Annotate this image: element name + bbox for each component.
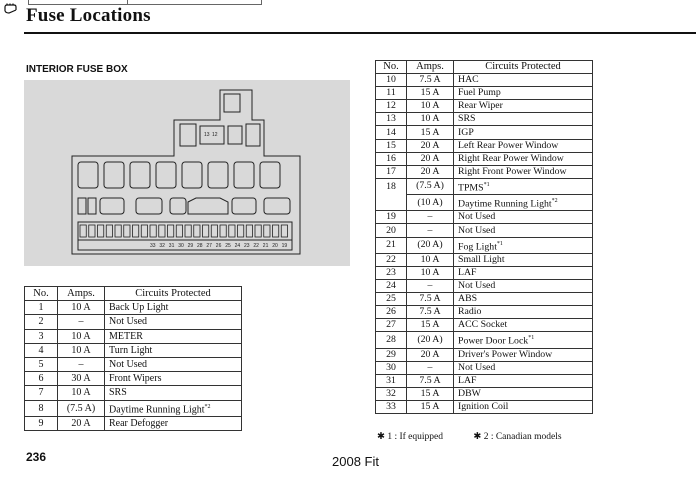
fuse-number: 18 <box>376 178 407 194</box>
fuse-number: 13 <box>376 113 407 126</box>
fuse-circuit <box>454 195 593 211</box>
fuse-position-label: 29 <box>187 243 194 249</box>
connector <box>188 198 228 214</box>
fuse-amps: (20 A) <box>407 332 454 348</box>
mini-fuse <box>211 225 217 237</box>
circuit-label: SRS <box>109 387 127 399</box>
fuse-number: 25 <box>376 293 407 306</box>
mini-fuse <box>89 225 95 237</box>
circuit-label: Fuel Pump <box>458 87 501 99</box>
label-strip <box>78 240 292 250</box>
table-row <box>25 400 242 416</box>
table-row <box>376 237 593 253</box>
fuse-position-label: 19 <box>281 243 288 249</box>
fuse-circuit <box>454 178 593 194</box>
header-circuits: Circuits Protected <box>105 287 242 301</box>
mini-fuse <box>203 225 209 237</box>
fuse-slot <box>228 126 242 144</box>
table-row <box>376 293 593 306</box>
fuse-position-label: 32 <box>159 243 165 249</box>
circuit-label: HAC <box>458 74 479 86</box>
mini-fuse <box>238 225 244 237</box>
table-row <box>376 319 593 332</box>
fuse-number: 32 <box>376 387 407 400</box>
circuit-label: Back Up Light <box>109 302 169 314</box>
fuse-circuit <box>454 401 593 414</box>
fuse-position-label: 28 <box>197 243 203 249</box>
fuse-slot <box>264 198 290 214</box>
fuse-slot <box>246 124 260 146</box>
fuse-number: 3 <box>25 329 58 343</box>
fuse-slot <box>156 162 176 188</box>
fuse-amps: (7.5 A) <box>58 400 105 416</box>
fuse-circuit <box>454 361 593 374</box>
fuse-amps: 10 A <box>407 113 454 126</box>
footnote-marker: *1 <box>483 181 490 188</box>
fuse-number: 8 <box>25 400 58 416</box>
mini-fuse <box>185 225 191 237</box>
circuit-label: Not Used <box>458 211 496 223</box>
fuse-amps: (20 A) <box>407 237 454 253</box>
fuse-table-left <box>24 286 242 431</box>
title-rule <box>24 32 696 34</box>
fuse-circuit <box>454 165 593 178</box>
table-row <box>25 386 242 400</box>
fuse-position-label: 31 <box>168 243 175 249</box>
table-header-row <box>25 287 242 301</box>
fuse-slot <box>224 94 240 112</box>
fuse-circuit <box>454 293 593 306</box>
header-circuits: Circuits Protected <box>454 61 593 74</box>
fuse-circuit <box>105 343 242 357</box>
fuse-amps: 20 A <box>407 348 454 361</box>
mini-fuse <box>176 225 182 237</box>
footnote-marker: *1 <box>496 240 503 247</box>
mini-fuse <box>150 225 156 237</box>
table-row <box>376 113 593 126</box>
page-number: 236 <box>26 450 47 464</box>
fuse-circuit <box>105 301 242 315</box>
fuse-circuit <box>454 253 593 266</box>
fuse-number: 17 <box>376 165 407 178</box>
table-row <box>376 195 593 211</box>
fuse-amps: 7.5 A <box>407 293 454 306</box>
fuse-circuit <box>454 374 593 387</box>
circuit-label: Rear Wiper <box>458 100 503 112</box>
mini-fuse <box>220 225 226 237</box>
circuit-label: Ignition Coil <box>458 401 509 413</box>
fuse-slot <box>232 198 256 214</box>
header-amps: Amps. <box>407 61 454 74</box>
page-title: Fuse Locations <box>26 5 151 26</box>
fuse-amps: – <box>407 280 454 293</box>
fuse-amps: 10 A <box>407 266 454 279</box>
fuse-slot <box>182 162 202 188</box>
fuse-amps: 7.5 A <box>407 74 454 87</box>
table-row <box>376 387 593 400</box>
table-row <box>376 126 593 139</box>
fuse-circuit <box>105 315 242 329</box>
table-row <box>376 87 593 100</box>
header-no: No. <box>25 287 58 301</box>
fuse-number: 6 <box>25 372 58 386</box>
fuse-position-label: 21 <box>262 243 269 249</box>
circuit-label: METER <box>109 330 143 342</box>
circuit-label: IGP <box>458 126 474 138</box>
fuse-circuit <box>454 74 593 87</box>
fuse-position-label: 20 <box>272 243 278 249</box>
circuit-label: Left Rear Power Window <box>458 139 559 151</box>
fuse-number: 10 <box>376 74 407 87</box>
fuse-amps: – <box>407 211 454 224</box>
footnote-marker: *2 <box>551 198 558 205</box>
fuse-amps: 30 A <box>58 372 105 386</box>
circuit-label: DBW <box>458 387 481 399</box>
fuse-number: 30 <box>376 361 407 374</box>
table-row <box>376 74 593 87</box>
circuit-label: ACC Socket <box>458 319 508 331</box>
fuse-amps: 10 A <box>58 329 105 343</box>
fuse-circuit <box>454 100 593 113</box>
mini-fuse <box>141 225 147 237</box>
fuse-amps: 10 A <box>58 386 105 400</box>
fuse-slot <box>130 162 150 188</box>
fuse-amps: 15 A <box>407 387 454 400</box>
table-row <box>376 332 593 348</box>
fuse-circuit <box>454 152 593 165</box>
fuse-circuit <box>105 372 242 386</box>
fuse-circuit <box>454 237 593 253</box>
footnote-1: ✱ 1 : If equipped <box>377 432 443 442</box>
table-row <box>376 211 593 224</box>
circuit-label: Rear Defogger <box>109 417 169 429</box>
fuse-number: 27 <box>376 319 407 332</box>
fuse-slot <box>208 162 228 188</box>
fuse-number: 5 <box>25 357 58 371</box>
fuse-slot <box>136 198 162 214</box>
fuse-slot <box>78 198 86 214</box>
footnote-marker: *1 <box>528 335 535 342</box>
fuse-number: 22 <box>376 253 407 266</box>
mini-fuse <box>168 225 174 237</box>
fuse-amps: – <box>407 361 454 374</box>
circuit-label: Fog Light <box>458 240 497 252</box>
fuse-amps: – <box>58 357 105 371</box>
fuse-amps: 15 A <box>407 87 454 100</box>
fuse-position-label: 24 <box>234 243 241 249</box>
fuse-position-label: 27 <box>206 243 212 249</box>
fuse-slot <box>170 198 186 214</box>
fuse-number: 23 <box>376 266 407 279</box>
table-row <box>376 401 593 414</box>
mini-fuse <box>229 225 235 237</box>
table-row <box>25 372 242 386</box>
fuse-number: 21 <box>376 237 407 253</box>
mini-fuse <box>281 225 287 237</box>
fuse-table-right <box>375 60 593 414</box>
table-row <box>376 224 593 237</box>
fuse-position-label: 33 <box>150 243 156 249</box>
footnotes <box>377 431 590 442</box>
header-amps: Amps. <box>58 287 105 301</box>
fuse-number: 26 <box>376 306 407 319</box>
mini-fuse <box>124 225 130 237</box>
circuit-label: SRS <box>458 113 476 125</box>
fuse-circuit <box>454 332 593 348</box>
fuse-number: 11 <box>376 87 407 100</box>
fuse-slot <box>260 162 280 188</box>
circuit-label: ABS <box>458 293 478 305</box>
fuse-circuit <box>454 126 593 139</box>
fuse-number: 1 <box>25 301 58 315</box>
fuse-circuit <box>105 416 242 430</box>
fuse-circuit <box>454 113 593 126</box>
fuse-position-label: 22 <box>253 243 259 249</box>
fuse-slot <box>88 198 96 214</box>
fuse-amps: 20 A <box>58 416 105 430</box>
table-row <box>25 357 242 371</box>
table-row <box>376 253 593 266</box>
fuse-circuit <box>105 329 242 343</box>
table-row <box>376 152 593 165</box>
footer-model: 2008 Fit <box>332 454 379 469</box>
fuse-slot <box>78 162 98 188</box>
mini-fuse <box>98 225 104 237</box>
circuit-label: Turn Light <box>109 344 153 356</box>
fuse-position-label: 12 <box>212 132 218 138</box>
circuit-label: Daytime Running Light <box>458 198 552 210</box>
footnote-2: ✱ 2 : Canadian models <box>473 432 562 442</box>
table-row <box>25 416 242 430</box>
fuse-amps: – <box>407 224 454 237</box>
table-row <box>25 315 242 329</box>
circuit-label: LAF <box>458 374 477 386</box>
fuse-amps: 10 A <box>407 100 454 113</box>
table-row <box>25 329 242 343</box>
table-row <box>25 301 242 315</box>
fuse-number: 15 <box>376 139 407 152</box>
mini-fuse <box>80 225 86 237</box>
fuse-slot <box>104 162 124 188</box>
circuit-label: Small Light <box>458 253 505 265</box>
fuse-amps: 10 A <box>58 343 105 357</box>
fuse-circuit <box>105 357 242 371</box>
fuse-number: 33 <box>376 401 407 414</box>
table-header-row <box>376 61 593 74</box>
table-row <box>376 100 593 113</box>
circuit-label: Radio <box>458 306 482 318</box>
fuse-amps: 10 A <box>58 301 105 315</box>
fuse-position-label: 30 <box>178 243 184 249</box>
fuse-number: 12 <box>376 100 407 113</box>
fuse-amps: 15 A <box>407 401 454 414</box>
mini-fuse <box>106 225 112 237</box>
fuse-number: 16 <box>376 152 407 165</box>
table-row <box>376 374 593 387</box>
circuit-label: LAF <box>458 266 477 278</box>
fuse-slot <box>180 124 196 146</box>
circuit-label: Right Rear Power Window <box>458 152 564 164</box>
circuit-label: Power Door Lock <box>458 335 529 347</box>
fuse-amps: 7.5 A <box>407 374 454 387</box>
fuse-amps: 15 A <box>407 319 454 332</box>
fuse-number: 19 <box>376 211 407 224</box>
fuse-slot <box>234 162 254 188</box>
fuse-position-label: 25 <box>225 243 231 249</box>
table-row <box>376 348 593 361</box>
circuit-label: Front Wipers <box>109 373 162 385</box>
hand-pointer-icon <box>2 2 20 20</box>
fuse-amps: (7.5 A) <box>407 178 454 194</box>
fuse-amps: 20 A <box>407 152 454 165</box>
fuse-amps: (10 A) <box>407 195 454 211</box>
fuse-number <box>376 195 407 211</box>
fuse-number: 29 <box>376 348 407 361</box>
fuse-amps: 20 A <box>407 165 454 178</box>
fuse-circuit <box>454 139 593 152</box>
fuse-circuit <box>454 306 593 319</box>
fuse-circuit <box>454 224 593 237</box>
circuit-label: Driver's Power Window <box>458 348 553 360</box>
fuse-number: 24 <box>376 280 407 293</box>
mini-fuse <box>194 225 200 237</box>
mini-fuse <box>133 225 139 237</box>
mini-fuse <box>264 225 270 237</box>
fuse-amps: – <box>58 315 105 329</box>
fuse-amps: 15 A <box>407 126 454 139</box>
fuse-amps: 20 A <box>407 139 454 152</box>
fuse-position-label: 23 <box>244 243 250 249</box>
section-label: INTERIOR FUSE BOX <box>26 64 128 75</box>
table-row <box>376 266 593 279</box>
fuse-amps: 7.5 A <box>407 306 454 319</box>
fuse-circuit <box>454 319 593 332</box>
table-row <box>376 280 593 293</box>
fuse-circuit <box>454 387 593 400</box>
circuit-label: Not Used <box>458 224 496 236</box>
table-row <box>25 343 242 357</box>
table-row <box>376 306 593 319</box>
fuse-position-label: 13 <box>204 132 210 138</box>
circuit-label: Not Used <box>458 361 496 373</box>
table-row <box>376 178 593 194</box>
fuse-number: 14 <box>376 126 407 139</box>
circuit-label: TPMS <box>458 182 484 194</box>
table-row <box>376 165 593 178</box>
fuse-circuit <box>454 87 593 100</box>
mini-fuse <box>255 225 261 237</box>
fuse-circuit <box>454 280 593 293</box>
fuse-number: 2 <box>25 315 58 329</box>
fuse-number: 20 <box>376 224 407 237</box>
fuse-position-label: 26 <box>215 243 222 249</box>
fuse-number: 7 <box>25 386 58 400</box>
fuse-circuit <box>454 211 593 224</box>
circuit-label: Right Front Power Window <box>458 165 567 177</box>
footnote-marker: *2 <box>204 403 211 410</box>
fuse-number: 4 <box>25 343 58 357</box>
fuse-circuit <box>454 348 593 361</box>
header-no: No. <box>376 61 407 74</box>
fuse-slot <box>100 198 124 214</box>
mini-fuse <box>273 225 279 237</box>
fuse-number: 9 <box>25 416 58 430</box>
fuse-circuit <box>105 400 242 416</box>
table-row <box>376 361 593 374</box>
fuse-amps: 10 A <box>407 253 454 266</box>
circuit-label: Not Used <box>458 280 496 292</box>
fuse-number: 28 <box>376 332 407 348</box>
fuse-number: 31 <box>376 374 407 387</box>
mini-fuse <box>246 225 252 237</box>
fuse-box-diagram <box>24 80 350 266</box>
table-row <box>376 139 593 152</box>
fuse-circuit <box>105 386 242 400</box>
circuit-label: Not Used <box>109 359 148 371</box>
mini-fuse <box>159 225 165 237</box>
circuit-label: Not Used <box>109 316 148 328</box>
fuse-circuit <box>454 266 593 279</box>
mini-fuse <box>115 225 121 237</box>
circuit-label: Daytime Running Light <box>109 403 205 415</box>
